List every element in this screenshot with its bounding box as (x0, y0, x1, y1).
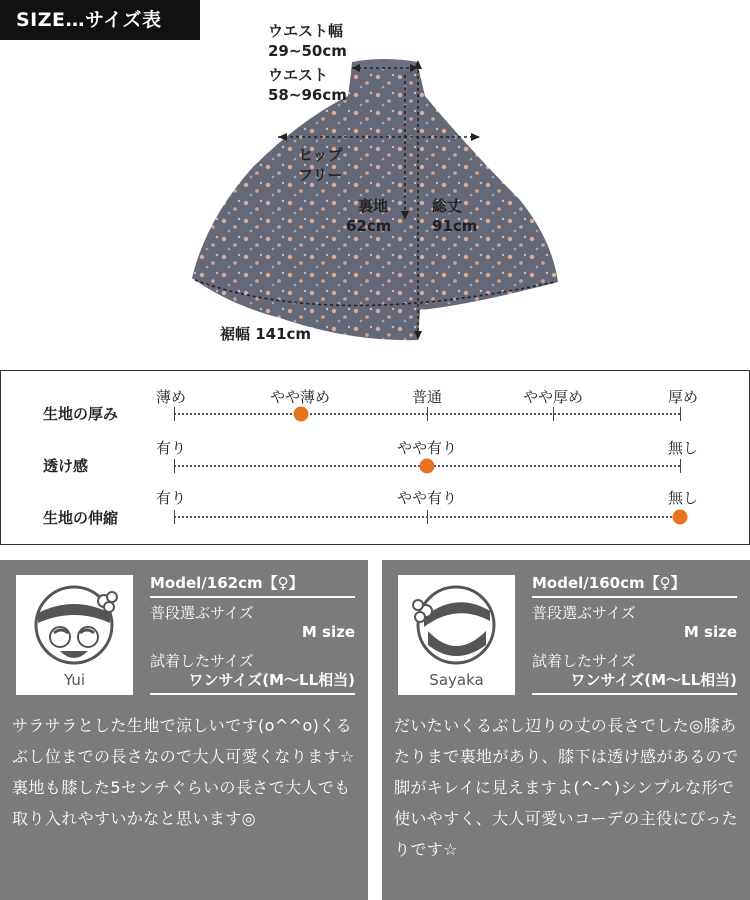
thickness-tick-mark (174, 407, 175, 421)
stretch-tick-mark (427, 510, 428, 524)
hip-label: ヒップ (298, 146, 343, 164)
stretch-tick-0: 有り (156, 489, 187, 507)
transparency-tick-mark (680, 459, 681, 473)
stretch-tick-mark (174, 510, 175, 524)
thickness-tick-1: やや薄め (269, 388, 331, 406)
stretch-tick-1: やや有り (396, 489, 458, 507)
model-face-icon (16, 575, 133, 675)
model-panel-sayaka (382, 560, 750, 900)
thickness-tick-0: 薄め (156, 388, 187, 406)
model-face-icon (398, 575, 515, 675)
divider (532, 596, 737, 598)
thickness-tick-mark (553, 407, 554, 421)
model-info (532, 572, 737, 701)
thickness-label: 生地の厚み (43, 405, 119, 423)
avatar (398, 575, 515, 695)
svg-text:>: > (438, 630, 449, 644)
avatar (16, 575, 133, 695)
total-length-label: 総丈 (432, 197, 463, 215)
usual-size-value: M size (683, 623, 737, 641)
total-length-value: 91cm (432, 217, 478, 235)
transparency-tick-2: 無し (667, 439, 698, 457)
waist-value: 58~96cm (268, 86, 347, 104)
transparency-tick-1: やや有り (396, 439, 458, 457)
tried-size-label: 試着したサイズ (532, 652, 636, 670)
thickness-tick-3: やや厚め (522, 388, 584, 406)
waist-label: ウエスト (268, 66, 329, 84)
transparency-label: 透け感 (43, 457, 89, 475)
divider (150, 596, 355, 598)
stretch-label: 生地の伸縮 (43, 509, 119, 527)
lining-label: 裏地 (358, 197, 389, 215)
thickness-tick-4: 厚め (667, 388, 698, 406)
divider (532, 693, 737, 695)
usual-size-label: 普段選ぶサイズ (150, 604, 254, 622)
divider (150, 693, 355, 695)
tried-size-value: ワンサイズ(M〜LL相当) (188, 671, 355, 689)
model-name: Yui (63, 671, 86, 689)
thickness-tick-2: 普通 (411, 388, 443, 406)
usual-size-value: M size (301, 623, 355, 641)
size-diagram (0, 0, 750, 360)
waist-width-label: ウエスト幅 (268, 22, 344, 40)
lining-value: 62cm (346, 217, 392, 235)
stretch-tick-2: 無し (667, 489, 698, 507)
hip-value: フリー (298, 166, 343, 184)
thickness-tick-mark (427, 407, 428, 421)
thickness-tick-mark (680, 407, 681, 421)
model-comment: サラサラとした生地で涼しいです(o^^o)くるぶし位までの長さなので大人可愛くなります☆裏地も膝した5センチぐらいの長さで大人でも取り入れやすいかなと思います◎ (12, 716, 355, 828)
transparency-level-dot (420, 459, 435, 474)
skirt-illustration (0, 0, 750, 360)
model-comment: だいたいくるぶし辺りの丈の長さでした◎膝あたりまで裏地があり、膝下は透け感があるので脚がキレイに見えますよ(^-^)シンプルな形で使いやすく、大人可愛いコーデの主役にぴったりです☆ (394, 716, 739, 859)
tried-size-label: 試着したサイズ (150, 652, 254, 670)
model-info (150, 572, 355, 701)
svg-text:<: < (466, 630, 477, 644)
model-name: Sayaka (429, 671, 484, 689)
transparency-tick-mark (174, 459, 175, 473)
model-header: Model/162cm【♀】 (150, 574, 304, 592)
size-title: SIZE…サイズ表 (0, 0, 200, 40)
fabric-scale (0, 370, 750, 545)
model-header: Model/160cm【♀】 (532, 574, 686, 592)
thickness-level-dot (293, 407, 308, 422)
tried-size-value: ワンサイズ(M〜LL相当) (570, 671, 737, 689)
model-panel-yui (0, 560, 368, 900)
hem-width: 裾幅 141cm (220, 325, 312, 343)
usual-size-label: 普段選ぶサイズ (532, 604, 636, 622)
waist-width-value: 29~50cm (268, 42, 347, 60)
transparency-tick-0: 有り (156, 439, 187, 457)
stretch-level-dot (673, 510, 688, 525)
